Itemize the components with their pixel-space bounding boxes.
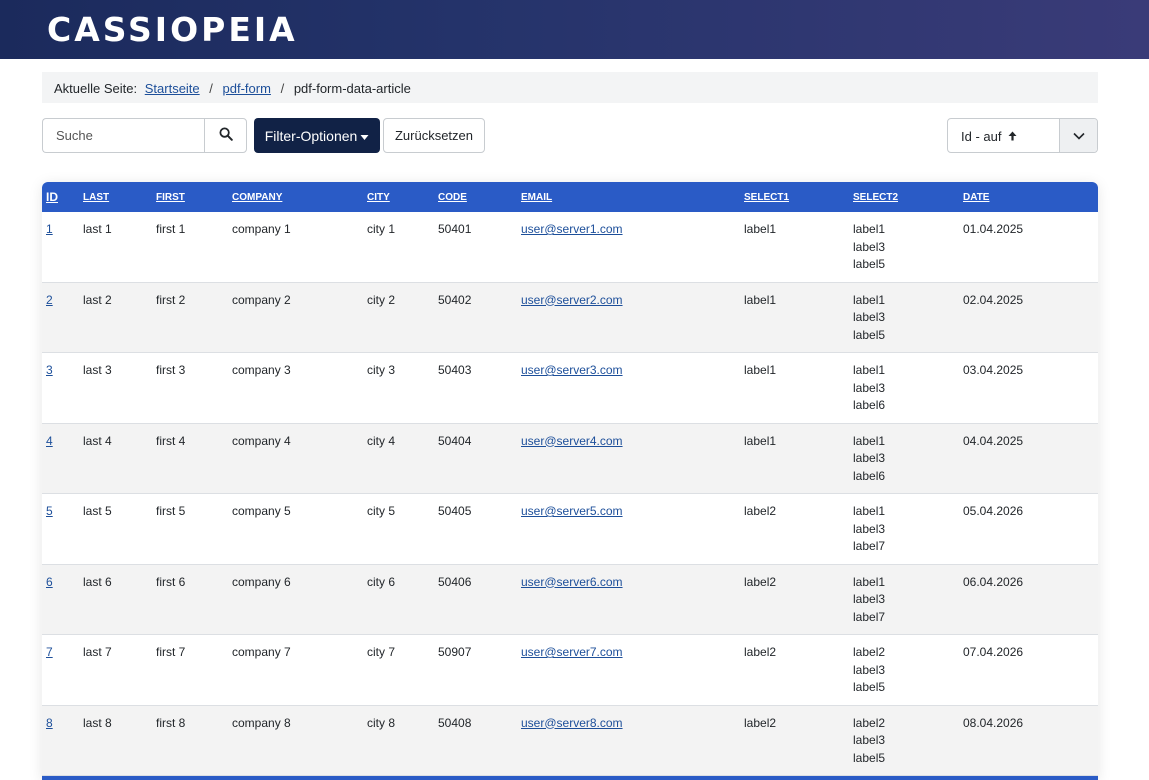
id-link[interactable]: 1 bbox=[46, 222, 53, 236]
cell-city: city 3 bbox=[363, 353, 434, 424]
select2-value: label5 bbox=[853, 680, 886, 694]
chevron-down-icon[interactable] bbox=[1059, 119, 1097, 152]
cell-first: first 3 bbox=[152, 353, 228, 424]
cell-select2 bbox=[849, 705, 959, 776]
cell-last: last 4 bbox=[79, 423, 152, 494]
cell-date: 07.04.2026 bbox=[959, 635, 1098, 706]
table-row bbox=[42, 494, 1098, 565]
table-row bbox=[42, 705, 1098, 776]
breadcrumb-current: pdf-form-data-article bbox=[293, 81, 411, 96]
cell-email bbox=[517, 353, 740, 424]
cell-select2 bbox=[849, 564, 959, 635]
id-link[interactable]: 8 bbox=[46, 715, 53, 730]
cell-date: 02.04.2025 bbox=[959, 282, 1098, 353]
select2-value: label3 bbox=[853, 733, 886, 747]
column-header-last[interactable]: LAST bbox=[83, 191, 110, 203]
table-row bbox=[42, 212, 1098, 282]
filter-options-label: Filter-Optionen bbox=[264, 127, 358, 144]
cell-email bbox=[517, 635, 740, 706]
column-header-company[interactable]: COMPANY bbox=[232, 191, 283, 203]
cell-email bbox=[517, 423, 740, 494]
breadcrumb bbox=[42, 72, 1098, 103]
select2-value: label3 bbox=[853, 662, 886, 677]
select2-value: label1 bbox=[853, 433, 886, 448]
cell-date: 04.04.2025 bbox=[959, 423, 1098, 494]
id-link[interactable]: 4 bbox=[46, 433, 53, 448]
cell-code: 50403 bbox=[434, 353, 517, 424]
site-header bbox=[0, 0, 1149, 59]
column-header-first[interactable]: FIRST bbox=[156, 191, 185, 203]
cell-select1: label1 bbox=[740, 353, 849, 424]
email-link[interactable]: user@server4.com bbox=[521, 433, 623, 448]
cell-select1: label2 bbox=[740, 494, 849, 565]
cell-city: city 7 bbox=[363, 635, 434, 706]
cell-select1: label2 bbox=[740, 564, 849, 635]
select2-value: label1 bbox=[853, 574, 886, 589]
cell-city: city 2 bbox=[363, 282, 434, 353]
cell-city: city 6 bbox=[363, 564, 434, 635]
cell-first: first 8 bbox=[152, 705, 228, 776]
select2-value: label1 bbox=[853, 222, 886, 236]
cell-last: last 3 bbox=[79, 353, 152, 424]
select2-value: label7 bbox=[853, 539, 886, 553]
cell-select1: label1 bbox=[740, 423, 849, 494]
select2-value: label1 bbox=[853, 363, 886, 377]
cell-select1: label1 bbox=[740, 212, 849, 282]
cell-date: 03.04.2025 bbox=[959, 353, 1098, 424]
cell-date: 06.04.2026 bbox=[959, 564, 1098, 635]
cell-first: first 5 bbox=[152, 494, 228, 565]
cell-select2 bbox=[849, 423, 959, 494]
cell-email bbox=[517, 282, 740, 353]
table-row bbox=[42, 282, 1098, 353]
caret-down-icon bbox=[360, 128, 369, 144]
email-link[interactable]: user@server1.com bbox=[521, 222, 623, 236]
cell-first: first 4 bbox=[152, 423, 228, 494]
search-button[interactable] bbox=[204, 118, 247, 153]
table-row bbox=[42, 564, 1098, 635]
select2-value: label6 bbox=[853, 468, 886, 483]
select2-value: label6 bbox=[853, 398, 886, 412]
cell-email bbox=[517, 705, 740, 776]
sort-select-value bbox=[961, 129, 1017, 144]
cell-company: company 5 bbox=[228, 494, 363, 565]
cell-code: 50907 bbox=[434, 635, 517, 706]
data-table bbox=[42, 182, 1098, 776]
search-icon bbox=[219, 127, 233, 144]
email-link[interactable]: user@server5.com bbox=[521, 504, 623, 518]
select2-value: label3 bbox=[853, 451, 886, 465]
cell-select2 bbox=[849, 494, 959, 565]
select2-value: label2 bbox=[853, 645, 886, 659]
cell-code: 50406 bbox=[434, 564, 517, 635]
cell-id bbox=[42, 494, 79, 565]
table-header-row bbox=[42, 182, 1098, 212]
cell-code: 50401 bbox=[434, 212, 517, 282]
cell-email bbox=[517, 564, 740, 635]
cell-code: 50405 bbox=[434, 494, 517, 565]
cell-code: 50404 bbox=[434, 423, 517, 494]
cell-first: first 6 bbox=[152, 564, 228, 635]
breadcrumb-link-home[interactable]: Startseite bbox=[144, 81, 200, 96]
cell-first: first 7 bbox=[152, 635, 228, 706]
cell-company: company 3 bbox=[228, 353, 363, 424]
breadcrumb-prefix: Aktuelle Seite: bbox=[54, 81, 138, 96]
cell-first: first 2 bbox=[152, 282, 228, 353]
email-link[interactable]: user@server3.com bbox=[521, 363, 623, 377]
cell-last: last 8 bbox=[79, 705, 152, 776]
cell-date: 08.04.2026 bbox=[959, 705, 1098, 776]
cell-company: company 7 bbox=[228, 635, 363, 706]
breadcrumb-link-pdf-form[interactable]: pdf-form bbox=[222, 81, 271, 96]
select2-value: label2 bbox=[853, 715, 886, 730]
cell-first: first 1 bbox=[152, 212, 228, 282]
email-link[interactable]: user@server2.com bbox=[521, 292, 623, 307]
column-header-email[interactable]: EMAIL bbox=[521, 191, 553, 203]
cell-last: last 1 bbox=[79, 212, 152, 282]
cell-id bbox=[42, 635, 79, 706]
select2-value: label1 bbox=[853, 504, 886, 518]
id-link[interactable]: 3 bbox=[46, 363, 53, 377]
cell-id bbox=[42, 564, 79, 635]
cell-id bbox=[42, 705, 79, 776]
table-row bbox=[42, 423, 1098, 494]
reset-button[interactable]: Zurücksetzen bbox=[383, 118, 485, 153]
select2-value: label1 bbox=[853, 292, 886, 307]
cell-company: company 4 bbox=[228, 423, 363, 494]
column-header-id[interactable]: ID bbox=[46, 190, 58, 204]
id-link[interactable]: 6 bbox=[46, 574, 53, 589]
cell-id bbox=[42, 423, 79, 494]
id-link[interactable]: 7 bbox=[46, 645, 53, 659]
email-link[interactable]: user@server8.com bbox=[521, 715, 623, 730]
id-link[interactable]: 2 bbox=[46, 292, 53, 307]
filter-options-button[interactable] bbox=[254, 118, 380, 153]
column-header-select1[interactable]: SELECT1 bbox=[744, 191, 790, 203]
list-toolbar bbox=[42, 118, 1098, 153]
select2-value: label5 bbox=[853, 327, 886, 342]
select2-value: label3 bbox=[853, 310, 886, 324]
select2-value: label3 bbox=[853, 521, 886, 536]
cell-company: company 1 bbox=[228, 212, 363, 282]
cell-select2 bbox=[849, 282, 959, 353]
cell-select2 bbox=[849, 212, 959, 282]
cell-select1: label1 bbox=[740, 282, 849, 353]
cell-company: company 2 bbox=[228, 282, 363, 353]
breadcrumb-separator: / bbox=[280, 81, 285, 96]
search-input[interactable] bbox=[42, 118, 205, 153]
cell-last: last 5 bbox=[79, 494, 152, 565]
cell-city: city 5 bbox=[363, 494, 434, 565]
cell-select1: label2 bbox=[740, 635, 849, 706]
cell-select2 bbox=[849, 635, 959, 706]
cell-last: last 6 bbox=[79, 564, 152, 635]
column-header-city[interactable]: CITY bbox=[367, 191, 390, 203]
select2-value: label5 bbox=[853, 257, 886, 271]
cell-city: city 4 bbox=[363, 423, 434, 494]
arrow-up-icon bbox=[1008, 130, 1017, 144]
email-link[interactable]: user@server6.com bbox=[521, 574, 623, 589]
cell-city: city 8 bbox=[363, 705, 434, 776]
cell-id bbox=[42, 212, 79, 282]
id-link[interactable]: 5 bbox=[46, 504, 53, 518]
table-body bbox=[42, 212, 1098, 776]
cell-id bbox=[42, 282, 79, 353]
cell-city: city 1 bbox=[363, 212, 434, 282]
sort-select[interactable] bbox=[947, 118, 1098, 153]
cell-code: 50408 bbox=[434, 705, 517, 776]
cell-email bbox=[517, 494, 740, 565]
table-row bbox=[42, 635, 1098, 706]
cell-id bbox=[42, 353, 79, 424]
select2-value: label3 bbox=[853, 592, 886, 606]
column-header-code[interactable]: CODE bbox=[438, 191, 467, 203]
cell-date: 05.04.2026 bbox=[959, 494, 1098, 565]
cell-select1: label2 bbox=[740, 705, 849, 776]
select2-value: label3 bbox=[853, 239, 886, 254]
brand-logo[interactable]: CASSIOPEIA bbox=[47, 10, 298, 49]
select2-value: label7 bbox=[853, 609, 886, 624]
cell-company: company 8 bbox=[228, 705, 363, 776]
cell-email bbox=[517, 212, 740, 282]
sort-select-label: Id - auf bbox=[961, 129, 1002, 144]
column-header-select2[interactable]: SELECT2 bbox=[853, 191, 899, 203]
cell-company: company 6 bbox=[228, 564, 363, 635]
table-row bbox=[42, 353, 1098, 424]
select2-value: label3 bbox=[853, 380, 886, 395]
select2-value: label5 bbox=[853, 750, 886, 765]
column-header-date[interactable]: DATE bbox=[963, 191, 990, 203]
cell-code: 50402 bbox=[434, 282, 517, 353]
cell-select2 bbox=[849, 353, 959, 424]
cell-date: 01.04.2025 bbox=[959, 212, 1098, 282]
data-table-container bbox=[42, 182, 1098, 780]
breadcrumb-separator: / bbox=[209, 81, 213, 96]
cell-last: last 7 bbox=[79, 635, 152, 706]
cell-last: last 2 bbox=[79, 282, 152, 353]
email-link[interactable]: user@server7.com bbox=[521, 645, 623, 659]
